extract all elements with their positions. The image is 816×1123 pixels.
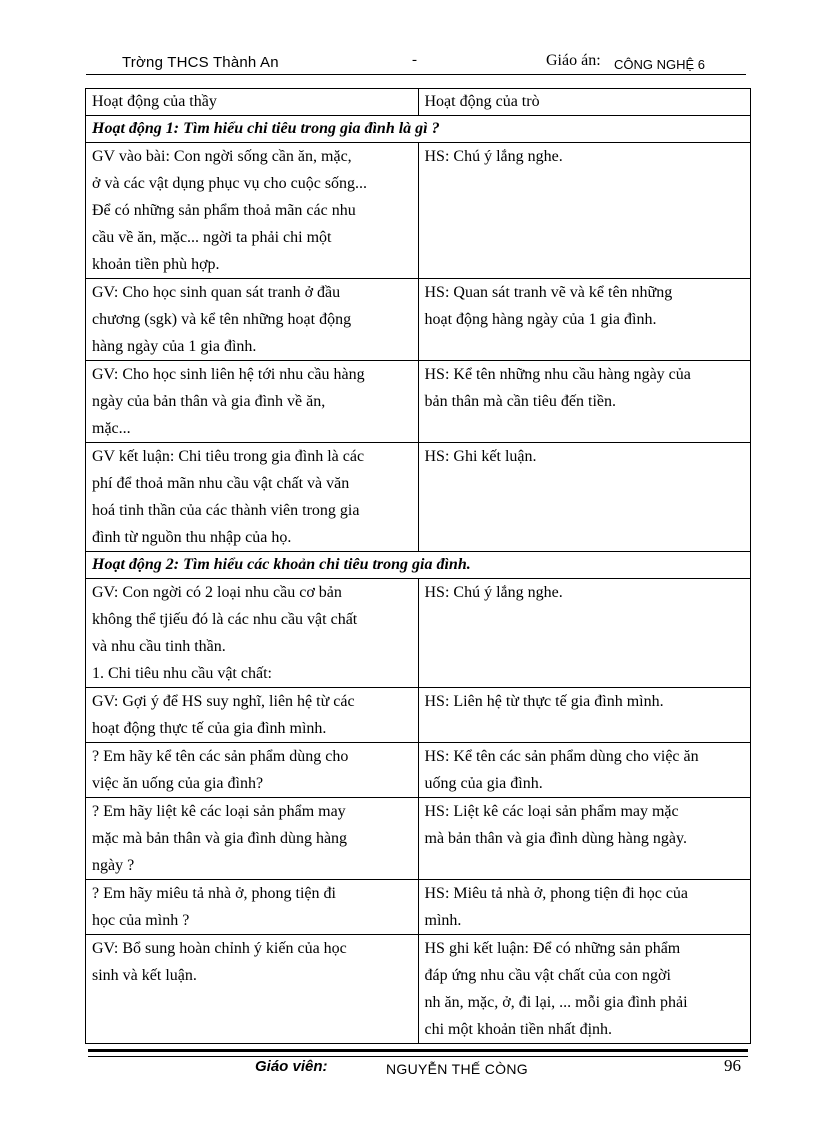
student-text-line: HS: Liệt kê các loại sản phẩm may mặc [424,803,679,820]
table-row [86,743,751,798]
header-separator: - [412,52,417,68]
table-row [86,279,751,361]
teacher-text-line: chương (sgk) và kể tên những hoạt động [92,311,352,328]
teacher-activity-cell [86,935,419,1044]
student-activity-cell [418,579,751,688]
teacher-text-line: hoạt động thực tế của gia đình mình. [92,720,327,737]
student-text-line: HS: Liên hệ từ thực tế gia đình mình. [424,693,664,710]
student-activity-cell [418,443,751,552]
student-activity-cell [418,361,751,443]
student-text-line: HS ghi kết luận: Để có những sản phẩm [424,940,681,957]
student-text-line: HS: Quan sát tranh vẽ và kể tên những [424,284,673,301]
student-text-line: HS: Miêu tả nhà ở, phong tiện đi học của [424,885,689,902]
teacher-text-line: ngày ? [92,857,135,874]
footer-rule [88,1049,748,1057]
teacher-column-header: Hoạt động của thầy [86,89,419,116]
teacher-text-line: học của mình ? [92,912,190,929]
teacher-activity-cell [86,279,419,361]
teacher-activity-cell [86,143,419,279]
teacher-text-line: đình từ nguồn thu nhập của họ. [92,529,292,546]
lesson-plan-label: Giáo án: [546,52,601,69]
student-text-line: đáp ứng nhu cầu vật chất của con ngời [424,967,671,984]
student-text-line: mình. [424,912,462,929]
teacher-text-line: việc ăn uống của gia đình? [92,775,264,792]
teacher-text-line: ? Em hãy miêu tả nhà ở, phong tiện đi [92,885,336,902]
teacher-activity-cell [86,688,419,743]
section-row [86,116,751,143]
teacher-text-line: mặc mà bản thân và gia đình dùng hàng [92,830,348,847]
teacher-text-line: và nhu cầu tinh thần. [92,638,226,655]
student-text-line: HS: Kể tên những nhu cầu hàng ngày của [424,366,691,383]
page-header [86,52,746,75]
teacher-activity-cell [86,443,419,552]
table-header-row [86,89,751,116]
student-activity-cell [418,143,751,279]
teacher-text-line: hoá tinh thần của các thành viên trong gia [92,502,360,519]
student-text-line: hoạt động hàng ngày của 1 gia đình. [424,311,657,328]
teacher-text-line: 1. Chi tiêu nhu cầu vật chất: [92,665,272,682]
student-text-line: uống của gia đình. [424,775,543,792]
student-activity-cell [418,880,751,935]
student-activity-cell [418,688,751,743]
teacher-name: NGUYỄN THẾ CÒNG [386,1061,528,1077]
teacher-text-line: không thể tjiếu đó là các nhu cầu vật chất [92,611,358,628]
teacher-text-line: GV: Cho học sinh liên hệ tới nhu cầu hàng [92,366,365,383]
student-text-line: bản thân mà cần tiêu đến tiền. [424,393,616,410]
teacher-text-line: GV: Bổ sung hoàn chỉnh ý kiến của học [92,940,347,957]
teacher-activity-cell [86,743,419,798]
teacher-text-line: GV: Con ngời có 2 loại nhu cầu cơ bản [92,584,342,601]
teacher-label: Giáo viên: [255,1058,328,1075]
student-column-header: Hoạt động của trò [418,89,751,116]
teacher-text-line: Để có những sản phẩm thoả mãn các nhu [92,202,356,219]
subject-name: CÔNG NGHỆ 6 [614,57,706,72]
table-row [86,935,751,1044]
teacher-text-line: ? Em hãy liệt kê các loại sản phẩm may [92,803,346,820]
teacher-text-line: sinh và kết luận. [92,967,197,984]
teacher-activity-cell [86,361,419,443]
school-name: Trờng THCS Thành An [122,54,279,71]
student-text-line: HS: Chú ý lắng nghe. [424,148,563,165]
student-text-line: chi một khoản tiền nhất định. [424,1021,613,1038]
table-row [86,688,751,743]
table-row [86,579,751,688]
student-activity-cell [418,935,751,1044]
teacher-text-line: phí để thoả mãn nhu cầu vật chất và văn [92,475,350,492]
teacher-text-line: khoản tiền phù hợp. [92,256,220,273]
student-activity-cell [418,743,751,798]
teacher-text-line: ở và các vật dụng phục vụ cho cuộc sống... [92,175,368,192]
teacher-activity-cell [86,880,419,935]
section-2-title: Hoạt động 2: Tìm hiểu các khoản chi tiêu trong gia đình. [86,552,751,579]
page-number: 96 [724,1056,741,1075]
teacher-text-line: GV: Gợi ý để HS suy nghĩ, liên hệ từ các [92,693,355,710]
student-text-line: HS: Kể tên các sản phẩm dùng cho việc ăn [424,748,699,765]
table-row [86,880,751,935]
teacher-activity-cell [86,579,419,688]
student-activity-cell [418,798,751,880]
teacher-text-line: ngày của bản thân và gia đình về ăn, [92,393,326,410]
table-row [86,798,751,880]
table-row [86,361,751,443]
teacher-text-line: GV kết luận: Chi tiêu trong gia đình là các [92,448,365,465]
teacher-text-line: GV vào bài: Con ngời sống cần ăn, mặc, [92,148,352,165]
teacher-activity-cell [86,798,419,880]
student-text-line: HS: Chú ý lắng nghe. [424,584,563,601]
section-1-title: Hoạt động 1: Tìm hiểu chi tiêu trong gia đình là gì ? [86,116,751,143]
lesson-table [85,88,751,1044]
student-text-line: nh ăn, mặc, ở, đi lại, ... mỗi gia đình phải [424,994,688,1011]
table-row [86,443,751,552]
teacher-text-line: cầu về ăn, mặc... ngời ta phải chi một [92,229,332,246]
teacher-text-line: ? Em hãy kể tên các sản phẩm dùng cho [92,748,349,765]
student-text-line: HS: Ghi kết luận. [424,448,537,465]
teacher-text-line: mặc... [92,420,131,437]
section-row [86,552,751,579]
teacher-text-line: hàng ngày của 1 gia đình. [92,338,257,355]
student-text-line: mà bản thân và gia đình dùng hàng ngày. [424,830,687,847]
table-row [86,143,751,279]
student-activity-cell [418,279,751,361]
teacher-text-line: GV: Cho học sinh quan sát tranh ở đầu [92,284,341,301]
